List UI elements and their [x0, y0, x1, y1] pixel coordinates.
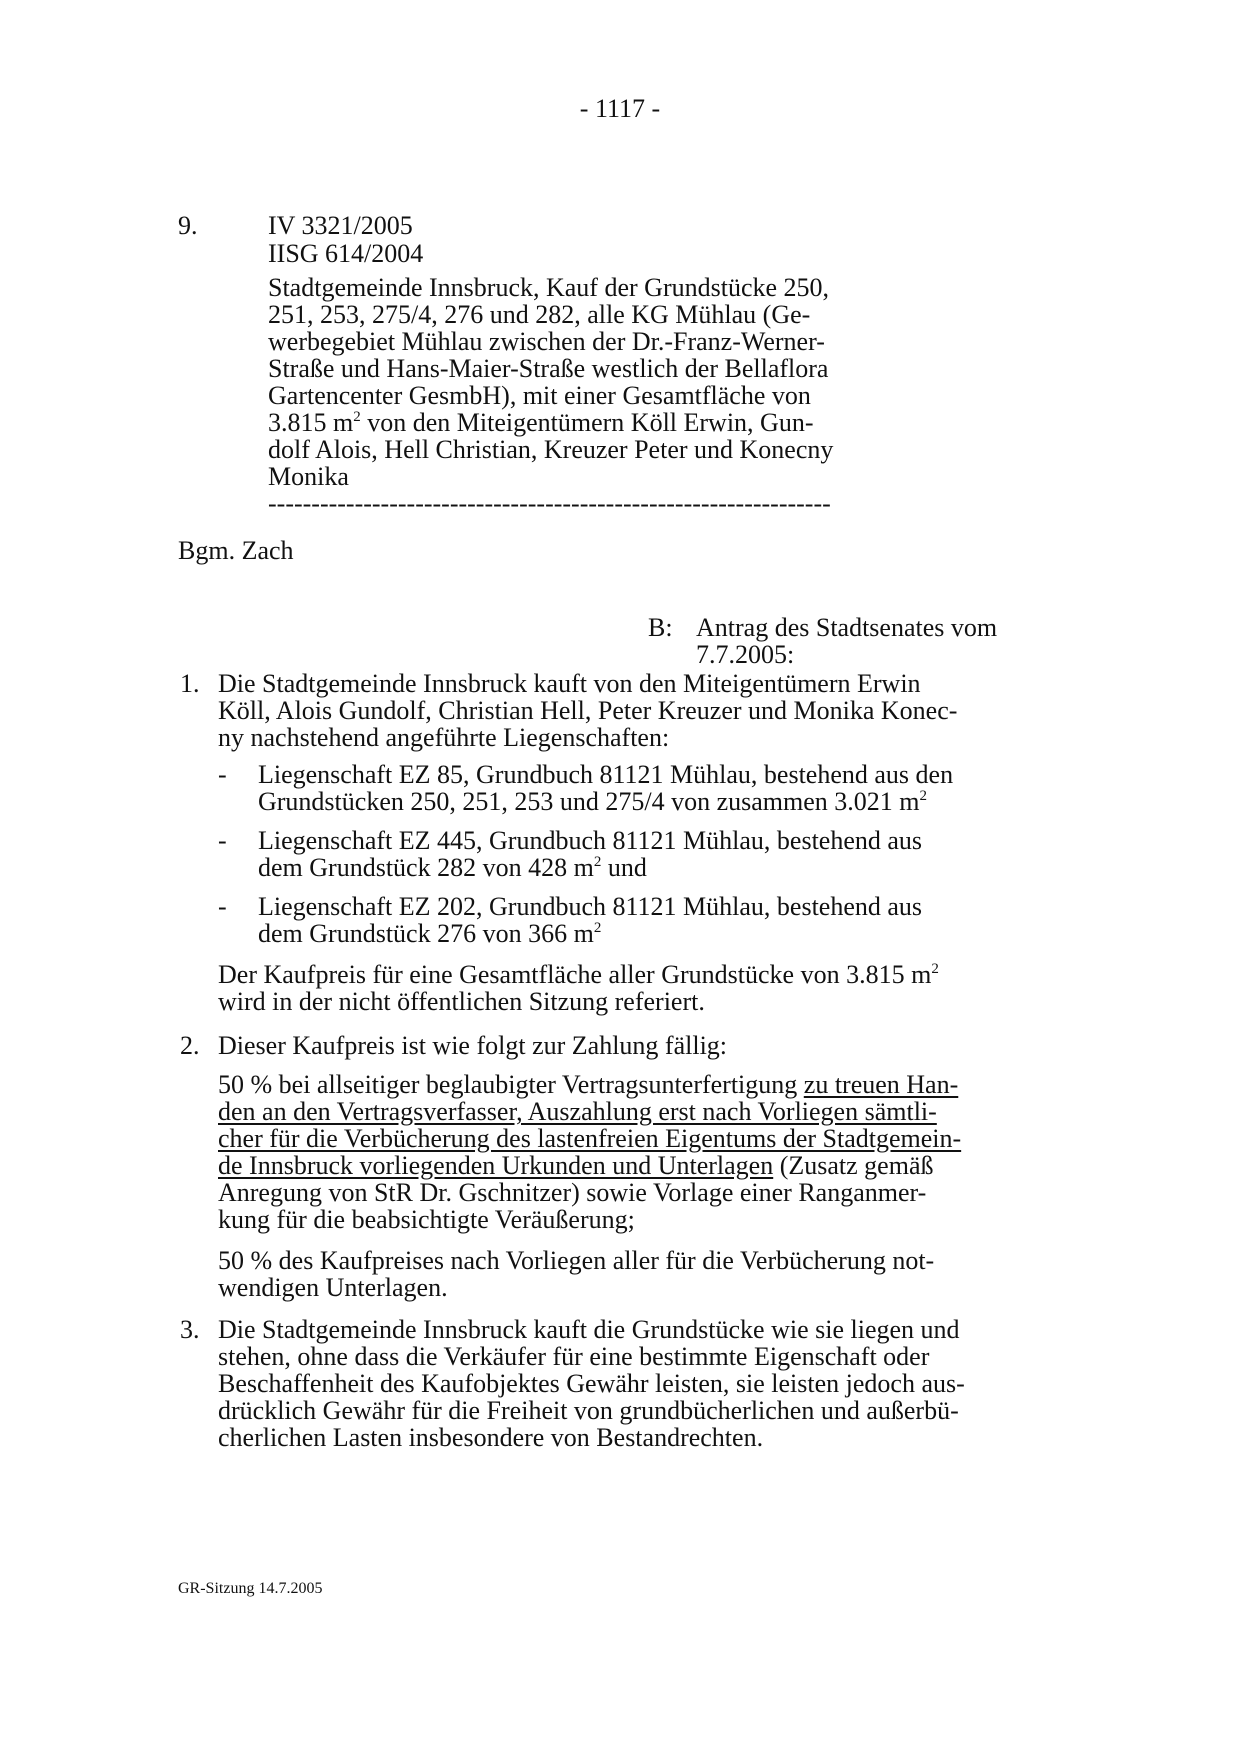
point-text-line: Beschaffenheit des Kaufobjektes Gewähr leisten, sie leisten jedoch aus-	[218, 1369, 965, 1398]
bullet-dash: -	[218, 892, 227, 921]
point-text-line: Köll, Alois Gundolf, Christian Hell, Peter Kreuzer und Monika Konec-	[218, 696, 958, 725]
bullet-text-line	[258, 788, 1068, 815]
subject-line: dolf Alois, Hell Christian, Kreuzer Peter und Konecny	[268, 435, 834, 464]
bullet-dash: -	[218, 826, 227, 855]
point-text-line: Die Stadtgemeinde Innsbruck kauft von den Miteigentümern Erwin	[218, 669, 921, 698]
point-text-line: wird in der nicht öffentlichen Sitzung referiert.	[218, 987, 705, 1016]
point-body	[218, 1316, 1068, 1451]
payment-paragraph-1	[218, 1071, 1068, 1233]
subject-line: Stadtgemeinde Innsbruck, Kauf der Grundstücke 250,	[268, 273, 830, 302]
subject-line: Monika	[268, 462, 349, 491]
property-list-item	[218, 827, 1068, 881]
point-text-line: ny nachstehend angeführte Liegenschaften:	[218, 723, 670, 752]
underlined-addition: cher für die Verbücherung des lastenfreien Eigentums der Stadtgemein-	[218, 1124, 962, 1153]
point-text-line	[218, 961, 1068, 988]
point-text-line	[218, 1098, 1068, 1125]
payment-text: 50 % bei allseitiger beglaubigter Vertragsunterfertigung	[218, 1070, 804, 1099]
page-number: - 1117 -	[579, 94, 661, 123]
superscript: 2	[593, 854, 602, 870]
bullet-text-line	[258, 854, 1068, 881]
payment-paragraph-2	[218, 1247, 1068, 1301]
subject-line: werbegebiet Mühlau zwischen der Dr.-Franz-Werner-	[268, 327, 825, 356]
speaker-name: Bgm. Zach	[178, 536, 294, 565]
point-text-line: Anregung von StR Dr. Gschnitzer) sowie Vorlage einer Ranganmer-	[218, 1178, 927, 1207]
motion-text	[696, 614, 1096, 668]
point-number: 2.	[180, 1031, 200, 1060]
page-footer: GR-Sitzung 14.7.2005	[178, 1580, 323, 1597]
underlined-addition: zu treuen Han-	[803, 1070, 959, 1099]
motion-text-line: Antrag des Stadtsenates vom	[696, 613, 998, 642]
subject-line: Straße und Hans-Maier-Straße westlich der Bellaflora	[268, 354, 829, 383]
superscript: 2	[919, 788, 927, 804]
point-text-line	[218, 1071, 1068, 1098]
subject-line	[268, 409, 928, 436]
price-text: Der Kaufpreis für eine Gesamtfläche aller Grundstücke von 3.815 m	[218, 960, 932, 989]
separator-line: -----------------------------------------------------------------	[268, 489, 831, 518]
point-text-line	[218, 1152, 1068, 1179]
superscript: 2	[353, 409, 361, 425]
point-text-line: 50 % des Kaufpreises nach Vorliegen aller für die Verbücherung not-	[218, 1246, 935, 1275]
point-text-line: Dieser Kaufpreis ist wie folgt zur Zahlung fällig:	[218, 1031, 728, 1060]
motion-text-line: 7.7.2005:	[696, 640, 795, 669]
point-text-line: cherlichen Lasten insbesondere von Bestandrechten.	[218, 1423, 764, 1452]
superscript: 2	[931, 961, 939, 977]
bullet-text-line: Liegenschaft EZ 85, Grundbuch 81121 Mühlau, bestehend aus den	[258, 760, 954, 789]
agenda-item-number: 9.	[178, 211, 198, 240]
bullet-text-line: Liegenschaft EZ 202, Grundbuch 81121 Mühlau, bestehend aus	[258, 892, 923, 921]
bullet-text-line: Liegenschaft EZ 445, Grundbuch 81121 Mühlau, bestehend aus	[258, 826, 923, 855]
underlined-addition: den an den Vertragsverfasser, Auszahlung erst nach Vorliegen sämtli-	[218, 1097, 937, 1126]
point-text-line: wendigen Unterlagen.	[218, 1273, 448, 1302]
bullet-text: Grundstücken 250, 251, 253 und 275/4 von zusammen 3.021 m	[258, 787, 920, 816]
agenda-item-heading	[268, 212, 928, 517]
subject-text: 3.815 m	[268, 408, 354, 437]
point-text-line: Die Stadtgemeinde Innsbruck kauft die Grundstücke wie sie liegen und	[218, 1315, 960, 1344]
point-number: 1.	[180, 669, 200, 698]
subject-line: Gartencenter GesmbH), mit einer Gesamtfläche von	[268, 381, 811, 410]
reference-number: IV 3321/2005	[268, 211, 413, 240]
payment-text: (Zusatz gemäß	[773, 1151, 934, 1180]
superscript: 2	[593, 920, 602, 936]
underlined-addition: de Innsbruck vorliegenden Urkunden und Unterlagen	[218, 1151, 774, 1180]
point-number: 3.	[180, 1315, 200, 1344]
point-text-line: kung für die beabsichtigte Veräußerung;	[218, 1205, 635, 1234]
bullet-dash: -	[218, 760, 227, 789]
subject-text: von den Miteigentümern Köll Erwin, Gun-	[360, 408, 814, 437]
reference-number: IISG 614/2004	[268, 239, 424, 268]
subject-line: 251, 253, 275/4, 276 und 282, alle KG Mühlau (Ge-	[268, 300, 811, 329]
property-list-item	[218, 761, 1068, 815]
bullet-text: dem Grundstück 282 von 428 m	[258, 853, 594, 882]
bullet-text-line	[258, 920, 1068, 947]
bullet-text: dem Grundstück 276 von 366 m	[258, 919, 594, 948]
property-list-item	[218, 893, 1068, 947]
motion-label: B:	[648, 613, 673, 642]
price-paragraph	[218, 961, 1068, 1015]
point-text-line: drücklich Gewähr für die Freiheit von grundbücherlichen und außerbü-	[218, 1396, 959, 1425]
point-text-line: stehen, ohne dass die Verkäufer für eine bestimmte Eigenschaft oder	[218, 1342, 930, 1371]
point-text-line	[218, 1125, 1068, 1152]
bullet-text: und	[601, 853, 647, 882]
point-body	[218, 1032, 1068, 1301]
point-body	[218, 670, 1068, 1015]
agenda-item-subject	[268, 274, 928, 517]
